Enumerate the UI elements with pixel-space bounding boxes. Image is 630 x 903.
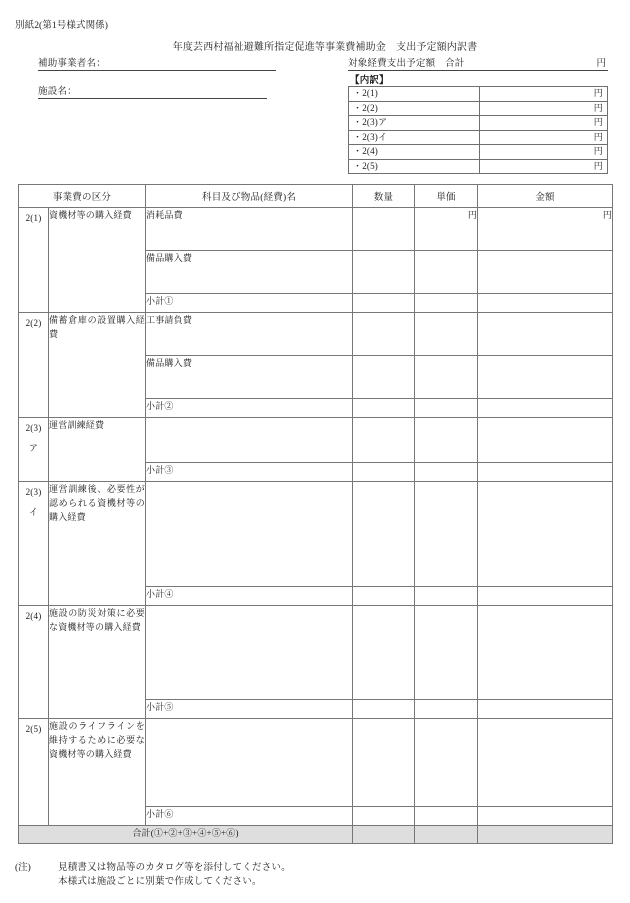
breakdown-item-label: ・2(2) (349, 101, 480, 116)
grand-total-unit-price[interactable] (415, 826, 478, 844)
breakdown-item-value[interactable]: 円 (480, 116, 608, 131)
quantity-cell[interactable] (353, 294, 415, 313)
footer-notes (15, 861, 291, 889)
subtotal-label: 小計② (146, 399, 353, 418)
document-title: 年度芸西村福祉避難所指定促進等事業費補助金 支出予定額内訳書 (172, 42, 478, 53)
table-row (19, 719, 613, 807)
unit-price-cell[interactable] (415, 418, 478, 463)
facility-name-field[interactable] (38, 83, 267, 99)
table-row (19, 208, 613, 251)
unit-price-cell[interactable] (415, 313, 478, 356)
unit-price-cell[interactable] (415, 251, 478, 294)
document-reference: 別紙2(第1号様式関係) (15, 21, 109, 31)
quantity-cell[interactable] (353, 356, 415, 399)
section-category: 備蓄倉庫の設置購入経費 (49, 313, 146, 418)
unit-price-cell[interactable] (415, 807, 478, 826)
quantity-cell[interactable] (353, 418, 415, 463)
total-expense-label: 対象経費支出予定額 合計 (348, 55, 464, 71)
table-row (349, 130, 608, 145)
subtotal-label: 小計① (146, 294, 353, 313)
amount-cell[interactable] (478, 294, 613, 313)
unit-price-cell[interactable] (415, 399, 478, 418)
amount-cell[interactable] (478, 313, 613, 356)
section-code: 2(5) (19, 719, 49, 826)
breakdown-heading: 【内訳】 (350, 76, 389, 86)
note-tag: (注) (15, 863, 31, 873)
amount-cell[interactable] (478, 463, 613, 482)
grand-total-label: 合計(①+②+③+④+⑤+⑥) (19, 826, 353, 844)
unit-price-cell[interactable] (415, 719, 478, 807)
quantity-cell[interactable] (353, 587, 415, 606)
unit-price-cell[interactable]: 円 (415, 208, 478, 251)
breakdown-item-value[interactable]: 円 (480, 145, 608, 160)
total-expense-input[interactable] (464, 58, 590, 71)
total-expense-field[interactable] (348, 55, 608, 71)
amount-cell[interactable] (478, 587, 613, 606)
item-entry-cell[interactable] (146, 482, 353, 587)
column-header-amount: 金額 (478, 185, 613, 208)
section-code: 2(2) (19, 313, 49, 418)
item-name: 備品購入費 (146, 251, 353, 294)
amount-cell[interactable] (478, 356, 613, 399)
section-code-sub: ア (28, 443, 39, 453)
grand-total-amount[interactable] (478, 826, 613, 844)
subtotal-label: 小計⑤ (146, 700, 353, 719)
facility-name-label: 施設名： (38, 83, 77, 99)
quantity-cell[interactable] (353, 700, 415, 719)
item-name: 消耗品費 (146, 208, 353, 251)
column-header-item: 科目及び物品(経費)名 (146, 185, 353, 208)
amount-cell[interactable] (478, 418, 613, 463)
table-row (19, 313, 613, 356)
item-entry-cell[interactable] (146, 418, 353, 463)
amount-cell[interactable] (478, 719, 613, 807)
unit-price-cell[interactable] (415, 700, 478, 719)
business-operator-input[interactable] (106, 58, 276, 71)
section-category: 資機材等の購入経費 (49, 208, 146, 313)
section-code-sub: イ (28, 507, 39, 517)
amount-cell[interactable]: 円 (478, 208, 613, 251)
breakdown-item-value[interactable]: 円 (480, 101, 608, 116)
subtotal-label: 小計⑥ (146, 807, 353, 826)
quantity-cell[interactable] (353, 208, 415, 251)
quantity-cell[interactable] (353, 719, 415, 807)
unit-price-cell[interactable] (415, 356, 478, 399)
expense-detail-table (18, 184, 613, 844)
quantity-cell[interactable] (353, 399, 415, 418)
section-code (19, 418, 49, 482)
amount-cell[interactable] (478, 700, 613, 719)
column-header-quantity: 数量 (353, 185, 415, 208)
quantity-cell[interactable] (353, 251, 415, 294)
section-code-main: 2(3) (25, 423, 42, 433)
section-code: 2(1) (19, 208, 49, 313)
section-code (19, 482, 49, 606)
unit-price-cell[interactable] (415, 294, 478, 313)
unit-price-cell[interactable] (415, 606, 478, 700)
section-category: 施設のライフラインを維持するために必要な資機材等の購入経費 (49, 719, 146, 826)
item-entry-cell[interactable] (146, 719, 353, 807)
item-name: 工事請負費 (146, 313, 353, 356)
table-row (349, 101, 608, 116)
breakdown-item-label: ・2(3)イ (349, 130, 480, 145)
breakdown-item-label: ・2(1) (349, 87, 480, 102)
breakdown-table (348, 86, 608, 174)
section-category: 施設の防災対策に必要な資機材等の購入経費 (49, 606, 146, 719)
quantity-cell[interactable] (353, 482, 415, 587)
section-category: 運営訓練後、必要性が認められる資機材等の購入経費 (49, 482, 146, 606)
item-name: 備品購入費 (146, 356, 353, 399)
subtotal-label: 小計④ (146, 587, 353, 606)
breakdown-item-label: ・2(5) (349, 159, 480, 174)
amount-cell[interactable] (478, 482, 613, 587)
column-header-category: 事業費の区分 (19, 185, 146, 208)
breakdown-item-label: ・2(3)ア (349, 116, 480, 131)
table-row (349, 159, 608, 174)
table-row (19, 606, 613, 700)
business-operator-label: 補助事業者名： (38, 55, 106, 71)
table-header-row (19, 185, 613, 208)
amount-cell[interactable] (478, 251, 613, 294)
table-row (349, 116, 608, 131)
note-line: 本様式は施設ごとに別葉で作成してください。 (58, 877, 262, 887)
table-row (349, 145, 608, 160)
grand-total-row (19, 826, 613, 844)
subtotal-label: 小計③ (146, 463, 353, 482)
table-row (349, 87, 608, 102)
quantity-cell[interactable] (353, 606, 415, 700)
breakdown-item-value[interactable]: 円 (480, 87, 608, 102)
section-code: 2(4) (19, 606, 49, 719)
total-expense-unit: 円 (590, 55, 608, 71)
quantity-cell[interactable] (353, 313, 415, 356)
quantity-cell[interactable] (353, 463, 415, 482)
facility-name-input[interactable] (77, 86, 267, 99)
unit-price-cell[interactable] (415, 482, 478, 587)
breakdown-item-value[interactable]: 円 (480, 159, 608, 174)
column-header-unit-price: 単価 (415, 185, 478, 208)
breakdown-item-label: ・2(4) (349, 145, 480, 160)
grand-total-quantity[interactable] (353, 826, 415, 844)
unit-price-cell[interactable] (415, 587, 478, 606)
unit-price-cell[interactable] (415, 463, 478, 482)
table-row (19, 418, 613, 463)
note-line: 見積書又は物品等のカタログ等を添付してください。 (58, 863, 291, 873)
amount-cell[interactable] (478, 606, 613, 700)
business-operator-field[interactable] (38, 55, 276, 71)
amount-cell[interactable] (478, 807, 613, 826)
breakdown-item-value[interactable]: 円 (480, 130, 608, 145)
section-category: 運営訓練経費 (49, 418, 146, 482)
section-code-main: 2(3) (25, 487, 42, 497)
table-row (19, 482, 613, 587)
amount-cell[interactable] (478, 399, 613, 418)
quantity-cell[interactable] (353, 807, 415, 826)
item-entry-cell[interactable] (146, 606, 353, 700)
